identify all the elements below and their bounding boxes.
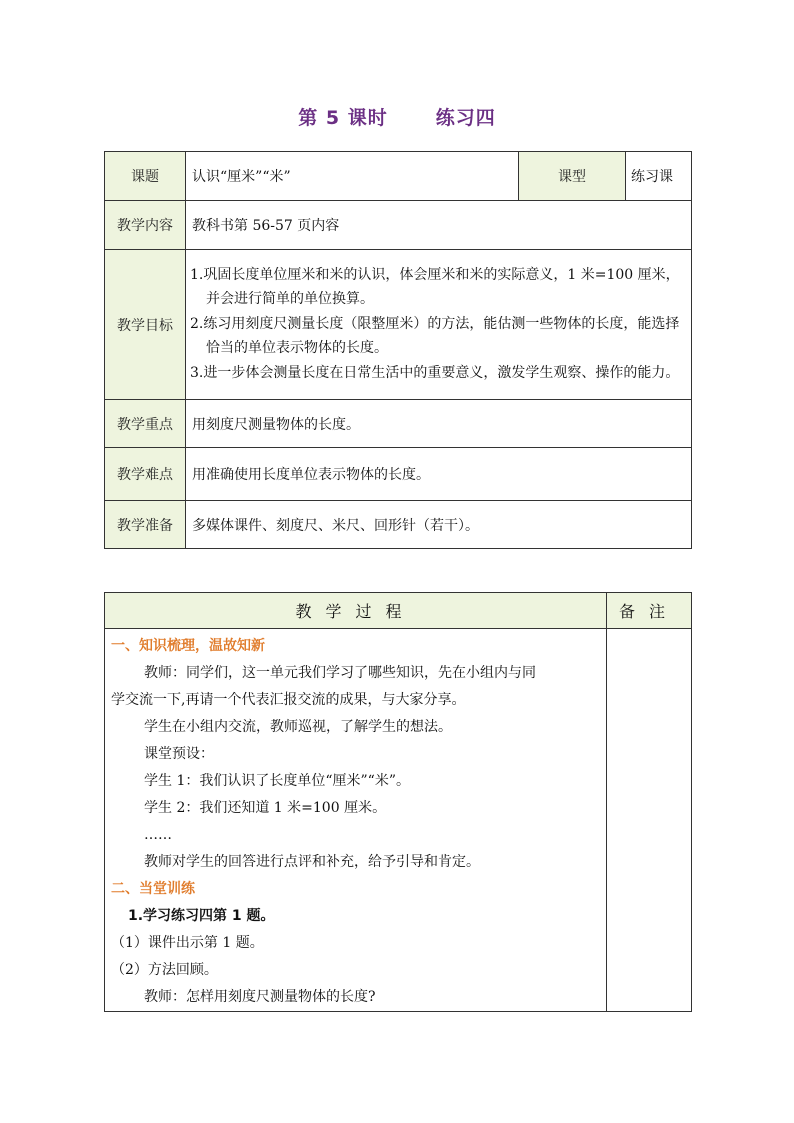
process-line: 课堂预设： <box>144 746 214 762</box>
goal-item: 3.进一步体会测量长度在日常生活中的重要意义，激发学生观察、操作的能力。 <box>190 365 680 381</box>
process-line: （2）方法回顾。 <box>111 962 218 978</box>
goal-item: 1.巩固长度单位厘米和米的认识，体会厘米和米的实际意义，1 米=100 厘米，并会进行简单的单位换算。 <box>190 267 680 307</box>
key-value: 用刻度尺测量物体的长度。 <box>186 400 692 448</box>
process-lines <box>111 633 600 1011</box>
content-value: 教科书第 56-57 页内容 <box>186 201 692 250</box>
process-header: 教学过程 <box>105 593 607 629</box>
process-line: 教师：同学们，这一单元我们学习了哪些知识，先在小组内与同 <box>144 665 536 681</box>
goals-list <box>190 263 685 385</box>
page-title <box>0 103 794 130</box>
key-label: 教学重点 <box>105 400 186 448</box>
difficult-label: 教学难点 <box>105 448 186 501</box>
content-label: 教学内容 <box>105 201 186 250</box>
process-line: 教师：怎样用刻度尺测量物体的长度? <box>144 989 376 1005</box>
process-header-row <box>105 593 692 629</box>
process-line: 学交流一下,再请一个代表汇报交流的成果，与大家分享。 <box>111 692 466 708</box>
type-label: 课型 <box>519 152 626 201</box>
process-line: 学生 2：我们还知道 1 米=100 厘米。 <box>144 800 387 816</box>
key-row <box>105 400 692 448</box>
notes-cell <box>607 629 692 1012</box>
process-line: …… <box>144 827 172 843</box>
process-content <box>105 629 607 1012</box>
process-line: 1.学习练习四第 1 题。 <box>128 908 275 924</box>
process-line: 学生在小组内交流，教师巡视，了解学生的想法。 <box>144 719 452 735</box>
prep-label: 教学准备 <box>105 501 186 549</box>
prep-value: 多媒体课件、刻度尺、米尺、回形针（若干）。 <box>186 501 692 549</box>
lesson-info-table <box>104 151 692 549</box>
content-row <box>105 201 692 250</box>
prep-row <box>105 501 692 549</box>
topic-value: 认识“厘米”“米” <box>186 152 519 201</box>
difficult-value: 用准确使用长度单位表示物体的长度。 <box>186 448 692 501</box>
lesson-number: 第 5 课时 <box>298 107 388 129</box>
goal-item: 2.练习用刻度尺测量长度（限整厘米）的方法，能估测一些物体的长度，能选择恰当的单位表示物体的长度。 <box>190 316 680 356</box>
goals-row <box>105 250 692 400</box>
difficult-row <box>105 448 692 501</box>
topic-row <box>105 152 692 201</box>
topic-label: 课题 <box>105 152 186 201</box>
section-heading: 二、当堂训练 <box>111 881 195 897</box>
goals-cell <box>186 250 692 400</box>
goals-label: 教学目标 <box>105 250 186 400</box>
process-line: 教师对学生的回答进行点评和补充，给予引导和肯定。 <box>144 854 480 870</box>
process-body-row <box>105 629 692 1012</box>
process-line: （1）课件出示第 1 题。 <box>111 935 264 951</box>
notes-header: 备注 <box>607 593 692 629</box>
type-value: 练习课 <box>626 152 692 201</box>
lesson-topic: 练习四 <box>435 107 496 129</box>
process-line: 学生 1：我们认识了长度单位“厘米”“米”。 <box>144 773 410 789</box>
teaching-process-table <box>104 592 692 1012</box>
section-heading: 一、知识梳理，温故知新 <box>111 638 265 654</box>
